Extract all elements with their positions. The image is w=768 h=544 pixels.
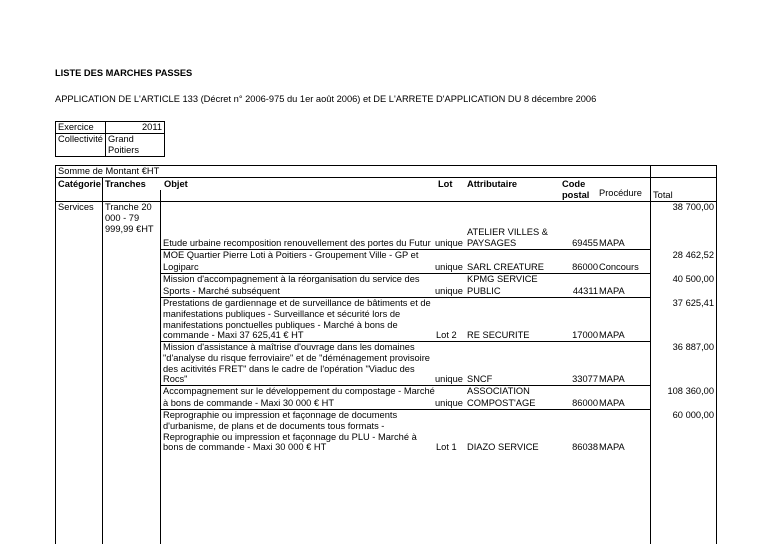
row-objet: manifestations publiques - Surveillance et sécurité lors de [163,309,401,319]
row-attributaire: RE SECURITE [467,330,530,340]
row-objet: Reprographie ou impression et façonnage de documents [163,410,398,420]
row-divider [56,177,716,178]
row-objet: commande - Maxi 37 625,41 € HT [163,330,304,340]
row-lot: Lot 2 [436,330,457,340]
row-code: 33077 [572,374,598,384]
tranche-total: 38 700,00 [672,202,714,212]
row-objet: Accompagnement sur le développement du compostage - Marché [163,386,435,396]
header-code-line-1: Code [562,179,586,189]
row-objet: "d'analyse du risque ferroviaire" et de "déménagement provisoire [163,353,430,363]
row-total: 37 625,41 [672,298,714,308]
categorie-value: Services [58,202,94,212]
row-code: 44311 [572,286,598,296]
header-lot: Lot [438,179,453,189]
row-objet: Sports - Marché subséquent [163,286,280,296]
row-lot: unique [435,398,463,408]
row-procedure: MAPA [599,330,625,340]
row-attributaire: DIAZO SERVICE [467,442,539,452]
col-divider [102,178,103,544]
row-objet: Prestations de gardiennage et de surveillance de bâtiments et de [163,298,431,308]
row-attributaire: PAYSAGES [467,238,517,248]
row-attributaire: SARL CREATURE [467,262,544,272]
row-lot: Lot 1 [436,442,457,452]
document-title: LISTE DES MARCHES PASSES [55,68,193,78]
header-procedure: Procédure [599,188,642,198]
row-total: 108 360,00 [667,386,714,396]
row-objet: des acitivités FRET" dans le cadre de l'opération "Viaduc des [163,364,415,374]
row-procedure: MAPA [599,398,625,408]
header-code-line-2: postal [562,190,590,200]
row-objet: d'urbanisme, de plans et de documents tous formats - [163,421,385,431]
col-divider [650,166,651,544]
tranche-line-1: Tranche 20 [105,202,152,212]
collectivite-label: Collectivité [56,134,106,157]
col-divider [160,190,161,544]
row-lot: unique [435,238,463,248]
exercice-label: Exercice [56,122,106,134]
row-lot: unique [435,262,463,272]
collectivite-value-line-1: Grand [108,134,134,144]
row-procedure: MAPA [599,238,625,248]
row-attributaire: COMPOST'AGE [467,398,536,408]
row-procedure: MAPA [599,374,625,384]
tranche-line-3: 999,99 €HT [105,224,154,234]
collectivite-value-line-2: Poitiers [108,145,140,155]
marches-table [55,165,717,544]
header-tranches: Tranches [105,179,146,189]
collectivite-value [106,134,165,157]
row-objet: bons de commande - Maxi 30 000 € HT [163,442,327,452]
row-code: 86038 [572,442,598,452]
row-attributaire: PUBLIC [467,286,501,296]
row-objet: Mission d'assistance à maîtrise d'ouvrage dans les domaines [163,342,415,352]
row-objet: Logiparc [163,262,199,272]
document-subtitle: APPLICATION DE L'ARTICLE 133 (Décret n° 2006-975 du 1er août 2006) et DE L'ARRETE D'APPLICATION DU 8 décembre 2006 [55,94,597,104]
row-total: 28 462,52 [672,250,714,260]
meta-table [55,121,165,157]
row-lot: unique [435,286,463,296]
sum-label: Somme de Montant €HT [58,166,160,176]
exercice-value: 2011 [106,122,165,134]
row-attributaire: KPMG SERVICE [467,274,538,284]
header-attributaire: Attributaire [467,179,518,189]
row-attributaire: ATELIER VILLES & [467,227,548,237]
row-objet: Etude urbaine recomposition renouvellement des portes du Futur [163,238,431,248]
row-objet: à bons de commande - Maxi 30 000 € HT [163,398,335,408]
header-objet: Objet [164,179,188,189]
row-code: 17000 [572,330,598,340]
row-attributaire: ASSOCIATION [467,386,530,396]
row-procedure: Concours [599,262,639,272]
row-total: 60 000,00 [672,410,714,420]
row-procedure: MAPA [599,442,625,452]
row-total: 40 500,00 [672,274,714,284]
row-procedure: MAPA [599,286,625,296]
row-code: 86000 [572,262,598,272]
row-lot: unique [435,374,463,384]
header-categorie: Catégorie [58,179,101,189]
row-divider [56,201,716,202]
row-objet: MOE Quartier Pierre Loti à Poitiers - Groupement Ville - GP et [163,250,419,260]
row-total: 36 887,00 [672,342,714,352]
row-attributaire: SNCF [467,374,493,384]
tranche-line-2: 000 - 79 [105,213,140,223]
row-objet: Reprographie ou impression et façonnage du PLU - Marché à [163,432,417,442]
header-total: Total [653,190,673,200]
row-objet: Rocs" [163,374,188,384]
row-objet: manifestations ponctuelles publiques - Marché à bons de [163,320,398,330]
row-code: 86000 [572,398,598,408]
row-code: 69455 [572,238,598,248]
row-objet: Mission d'accompagnement à la réorganisation du service des [163,274,420,284]
